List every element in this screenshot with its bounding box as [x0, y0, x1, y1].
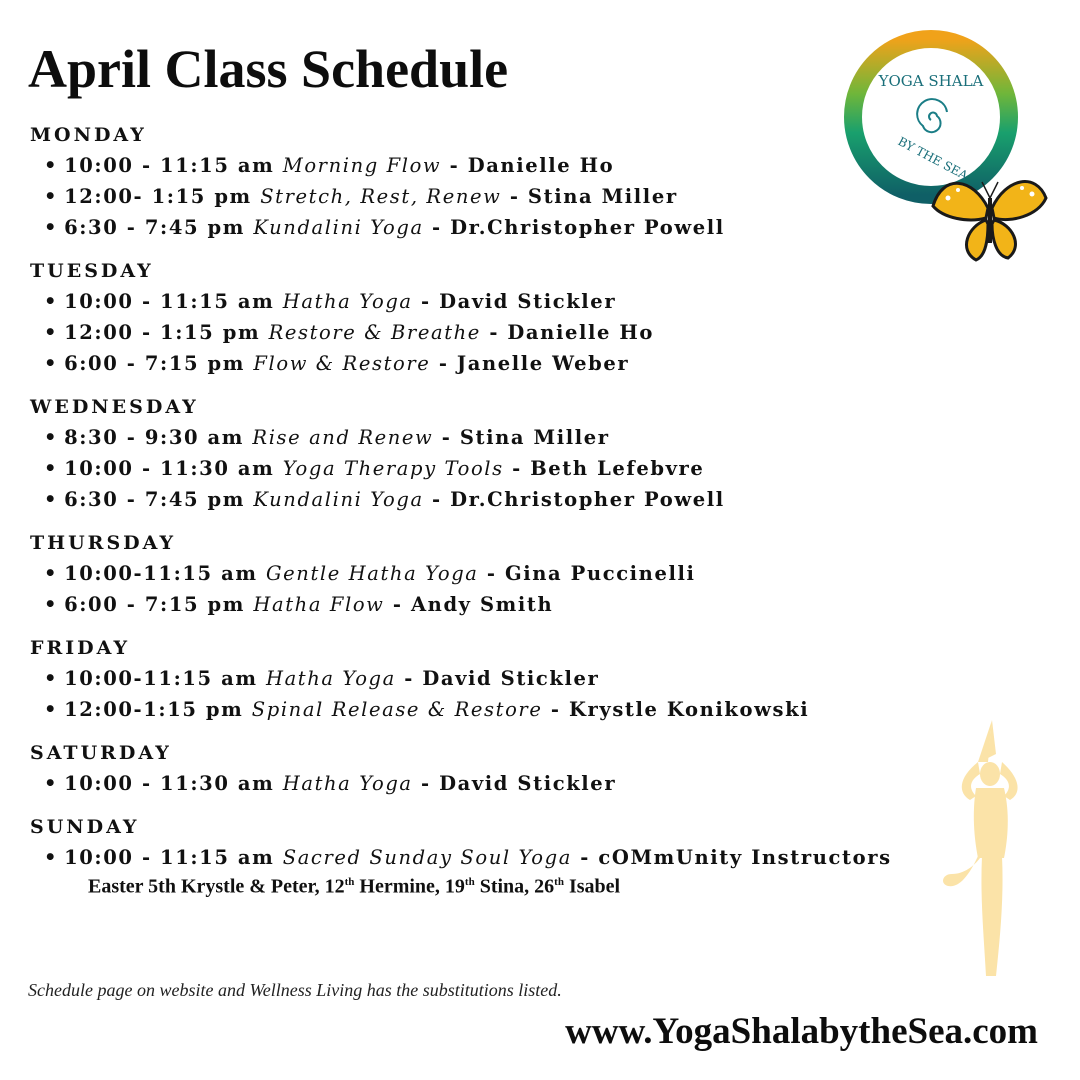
class-time: 6:30 - 7:45 pm	[64, 216, 254, 239]
class-time: 10:00 - 11:15 am	[64, 846, 283, 869]
class-item: • 10:00 - 11:30 am Hatha Yoga - David Stickler	[44, 772, 617, 795]
class-instructor: - David Stickler	[395, 667, 600, 690]
class-item: • 10:00-11:15 am Gentle Hatha Yoga - Gina Puccinelli	[44, 562, 696, 585]
class-time: 12:00 - 1:15 pm	[64, 321, 269, 344]
class-name: Gentle Hatha Yoga	[265, 562, 479, 585]
class-time: 8:30 - 9:30 am	[64, 426, 253, 449]
class-item: • 10:00-11:15 am Hatha Yoga - David Stickler	[44, 667, 600, 690]
logo-text-bottom: BY THE SEA	[895, 134, 971, 183]
day-monday	[30, 120, 990, 243]
class-instructor: - Krystle Konikowski	[542, 698, 810, 721]
day-friday	[30, 633, 990, 725]
class-item: • 6:00 - 7:15 pm Hatha Flow - Andy Smith	[44, 593, 554, 616]
class-item: • 10:00 - 11:15 am Morning Flow - Danielle Ho	[44, 154, 615, 177]
class-item: • 12:00- 1:15 pm Stretch, Rest, Renew - Stina Miller	[44, 185, 678, 208]
class-name: Sacred Sunday Soul Yoga	[282, 846, 572, 869]
day-heading: FRIDAY	[30, 637, 131, 659]
class-name: Restore & Breathe	[268, 321, 481, 344]
day-heading: SUNDAY	[30, 816, 140, 838]
day-heading: TUESDAY	[30, 260, 154, 282]
class-time: 10:00 - 11:30 am	[64, 772, 283, 795]
class-item: • 6:30 - 7:45 pm Kundalini Yoga - Dr.Christopher Powell	[44, 488, 725, 511]
class-item: • 10:00 - 11:30 am Yoga Therapy Tools - Beth Lefebvre	[44, 457, 705, 480]
class-schedule	[30, 120, 990, 913]
day-thursday	[30, 528, 990, 620]
class-item: • 12:00-1:15 pm Spinal Release & Restore - Krystle Konikowski	[44, 698, 810, 721]
day-heading: MONDAY	[30, 124, 147, 146]
substitutions-footnote: Schedule page on website and Wellness Living has the substitutions listed.	[28, 980, 562, 1000]
class-instructor: - Stina Miller	[501, 185, 678, 208]
class-name: Stretch, Rest, Renew	[260, 185, 502, 208]
class-name: Kundalini Yoga	[253, 488, 424, 511]
class-name: Morning Flow	[282, 154, 442, 177]
sunday-instructor-note: Easter 5th Krystle & Peter, 12th Hermine, 19th Stina, 26th Isabel	[88, 875, 621, 898]
day-sunday	[30, 812, 990, 900]
class-item: • 6:30 - 7:45 pm Kundalini Yoga - Dr.Christopher Powell	[44, 216, 725, 239]
class-time: 6:30 - 7:45 pm	[64, 488, 254, 511]
website-link[interactable]: www.YogaShalabytheSea.com	[565, 1011, 1038, 1052]
class-time: 10:00-11:15 am	[64, 667, 266, 690]
page-title: April Class Schedule	[28, 39, 509, 99]
class-instructor: - David Stickler	[412, 772, 617, 795]
class-name: Spinal Release & Restore	[251, 698, 543, 721]
class-time: 10:00-11:15 am	[64, 562, 266, 585]
logo-text-top: YOGA SHALA	[878, 72, 984, 90]
day-heading: SATURDAY	[30, 742, 172, 764]
class-instructor: - Janelle Weber	[430, 352, 630, 375]
class-instructor: - Dr.Christopher Powell	[423, 488, 725, 511]
class-instructor: - Danielle Ho	[441, 154, 615, 177]
class-name: Hatha Flow	[253, 593, 385, 616]
class-time: 6:00 - 7:15 pm	[64, 352, 254, 375]
class-time: 12:00- 1:15 pm	[64, 185, 261, 208]
class-item: • 6:00 - 7:15 pm Flow & Restore - Janelle Weber	[44, 352, 630, 375]
class-item: • 10:00 - 11:15 am Hatha Yoga - David Stickler	[44, 290, 617, 313]
class-instructor: - Stina Miller	[433, 426, 610, 449]
class-time: 10:00 - 11:15 am	[64, 290, 283, 313]
day-wednesday	[30, 392, 990, 515]
class-instructor: - Dr.Christopher Powell	[423, 216, 725, 239]
day-saturday	[30, 738, 990, 799]
class-name: Hatha Yoga	[265, 667, 396, 690]
class-name: Yoga Therapy Tools	[282, 457, 504, 480]
class-name: Flow & Restore	[253, 352, 431, 375]
class-instructor: - Beth Lefebvre	[503, 457, 705, 480]
class-item: • 8:30 - 9:30 am Rise and Renew - Stina Miller	[44, 426, 610, 449]
class-time: 12:00-1:15 pm	[64, 698, 252, 721]
class-time: 6:00 - 7:15 pm	[64, 593, 254, 616]
day-tuesday	[30, 256, 990, 379]
class-instructor: - cOMmUnity Instructors	[571, 846, 892, 869]
day-heading: WEDNESDAY	[30, 396, 199, 418]
day-heading: THURSDAY	[30, 532, 177, 554]
class-name: Kundalini Yoga	[253, 216, 424, 239]
class-instructor: - David Stickler	[412, 290, 617, 313]
class-instructor: - Andy Smith	[384, 593, 554, 616]
class-item: • 12:00 - 1:15 pm Restore & Breathe - Danielle Ho	[44, 321, 655, 344]
class-name: Rise and Renew	[252, 426, 434, 449]
class-name: Hatha Yoga	[282, 290, 413, 313]
class-name: Hatha Yoga	[282, 772, 413, 795]
class-instructor: - Danielle Ho	[480, 321, 655, 344]
class-time: 10:00 - 11:30 am	[64, 457, 283, 480]
class-item: • 10:00 - 11:15 am Sacred Sunday Soul Yoga - cOMmUnity Instructors	[44, 846, 892, 869]
class-instructor: - Gina Puccinelli	[478, 562, 696, 585]
class-time: 10:00 - 11:15 am	[64, 154, 283, 177]
